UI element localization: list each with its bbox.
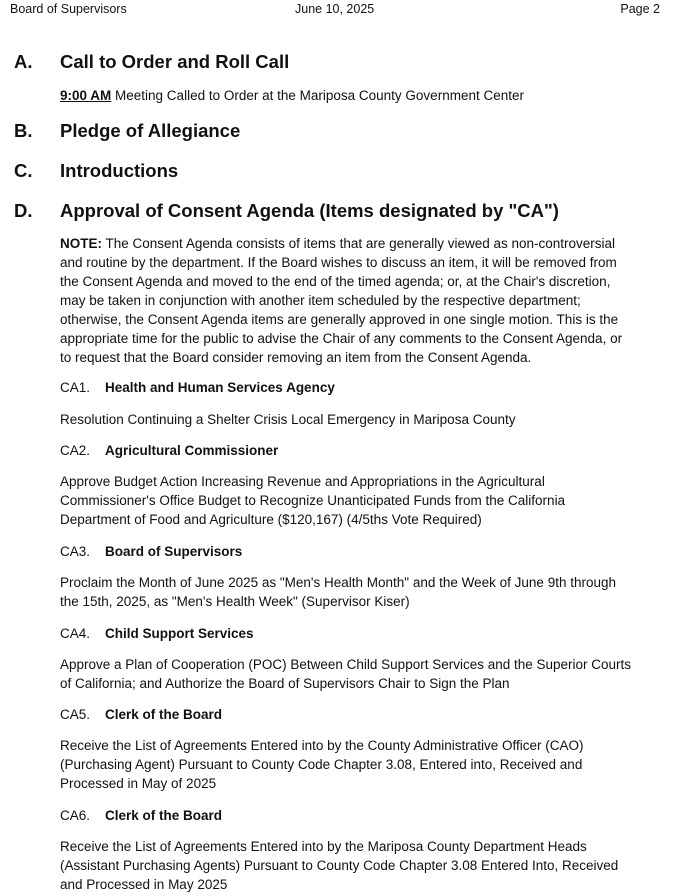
section-letter: C. <box>14 160 33 181</box>
consent-item-ca3-heading <box>60 544 242 559</box>
item-line: of California; and Authorize the Board of Supervisors Chair to Sign the Plan <box>60 676 510 691</box>
item-line: the 15th, 2025, as "Men's Health Week" (Supervisor Kiser) <box>60 594 410 609</box>
note-label: NOTE: <box>60 236 102 251</box>
header-page-number: Page 2 <box>620 2 660 16</box>
item-number: CA1. <box>60 380 91 395</box>
note-line: the Consent Agenda and moved to the end of the timed agenda; or, at the Chair's discretion, <box>60 274 611 289</box>
meeting-time: 9:00 AM <box>60 88 112 103</box>
section-title: Introductions <box>60 160 179 181</box>
consent-item-ca1-heading <box>60 380 335 395</box>
consent-item-ca3-text <box>60 573 660 611</box>
item-number: CA4. <box>60 626 91 641</box>
item-line: Processed in May of 2025 <box>60 776 217 791</box>
item-line: (Purchasing Agent) Pursuant to County Code Chapter 3.08, Entered into, Received and <box>60 757 583 772</box>
section-letter: A. <box>14 51 33 72</box>
item-line: Commissioner's Office Budget to Recognize Unanticipated Funds from the California <box>60 493 566 508</box>
item-line: Approve a Plan of Cooperation (POC) Between Child Support Services and the Superior Courts <box>60 657 632 672</box>
call-to-order-text: Meeting Called to Order at the Mariposa County Government Center <box>115 88 524 103</box>
consent-item-ca2-heading <box>60 443 278 458</box>
consent-item-ca4-text <box>60 655 660 693</box>
consent-item-ca6-text <box>60 837 660 894</box>
section-d-heading <box>14 200 559 222</box>
item-number: CA3. <box>60 544 91 559</box>
item-number: CA5. <box>60 707 91 722</box>
item-line: and Processed in May 2025 <box>60 877 228 892</box>
consent-agenda-note <box>60 234 660 367</box>
section-a-heading <box>14 51 289 73</box>
item-line: Proclaim the Month of June 2025 as "Men's Health Month" and the Week of June 9th through <box>60 575 616 590</box>
consent-item-ca5-heading <box>60 707 222 722</box>
consent-item-ca5-text <box>60 736 660 793</box>
call-to-order-line <box>60 86 660 105</box>
note-line: to request that the Board consider removing an item from the Consent Agenda. <box>60 350 532 365</box>
item-department: Child Support Services <box>105 626 254 641</box>
section-c-heading <box>14 160 178 182</box>
header-date: June 10, 2025 <box>295 2 375 16</box>
section-letter: B. <box>14 120 33 141</box>
note-line: may be taken in conjunction with another item scheduled by the respective department; <box>60 293 581 308</box>
item-line: (Assistant Purchasing Agents) Pursuant to County Code Chapter 3.08 Entered Into, Received <box>60 858 619 873</box>
note-line: and routine by the department. If the Board wishes to discuss an item, it will be removed from <box>60 255 617 270</box>
item-line: Department of Food and Agriculture ($120,167) (4/5ths Vote Required) <box>60 512 482 527</box>
item-line: Receive the List of Agreements Entered into by the Mariposa County Department Heads <box>60 839 587 854</box>
item-department: Clerk of the Board <box>105 707 223 722</box>
item-line: Approve Budget Action Increasing Revenue and Appropriations in the Agricultural <box>60 474 545 489</box>
section-title: Approval of Consent Agenda (Items designated by "CA") <box>60 200 559 221</box>
consent-item-ca6-heading <box>60 808 222 823</box>
section-title: Call to Order and Roll Call <box>60 51 290 72</box>
section-b-heading <box>14 120 240 142</box>
note-line: NOTE: The Consent Agenda consists of items that are generally viewed as non-controversial <box>60 236 616 251</box>
note-line: otherwise, the Consent Agenda items are generally approved in one single motion. This is the <box>60 312 619 327</box>
item-number: CA2. <box>60 443 91 458</box>
item-line: Resolution Continuing a Shelter Crisis Local Emergency in Mariposa County <box>60 412 516 427</box>
header-board-name: Board of Supervisors <box>10 2 127 16</box>
item-department: Board of Supervisors <box>105 544 243 559</box>
consent-item-ca1-text <box>60 410 660 429</box>
item-department: Health and Human Services Agency <box>105 380 335 395</box>
item-number: CA6. <box>60 808 91 823</box>
consent-item-ca2-text <box>60 472 660 529</box>
section-letter: D. <box>14 200 33 221</box>
consent-item-ca4-heading <box>60 626 254 641</box>
item-line: Receive the List of Agreements Entered into by the County Administrative Officer (CAO) <box>60 738 584 753</box>
item-department: Agricultural Commissioner <box>105 443 279 458</box>
section-title: Pledge of Allegiance <box>60 120 241 141</box>
page-header <box>10 2 660 18</box>
note-line: appropriate time for the public to advise the Chair of any comments to the Consent Agenda, or <box>60 331 623 346</box>
item-department: Clerk of the Board <box>105 808 223 823</box>
